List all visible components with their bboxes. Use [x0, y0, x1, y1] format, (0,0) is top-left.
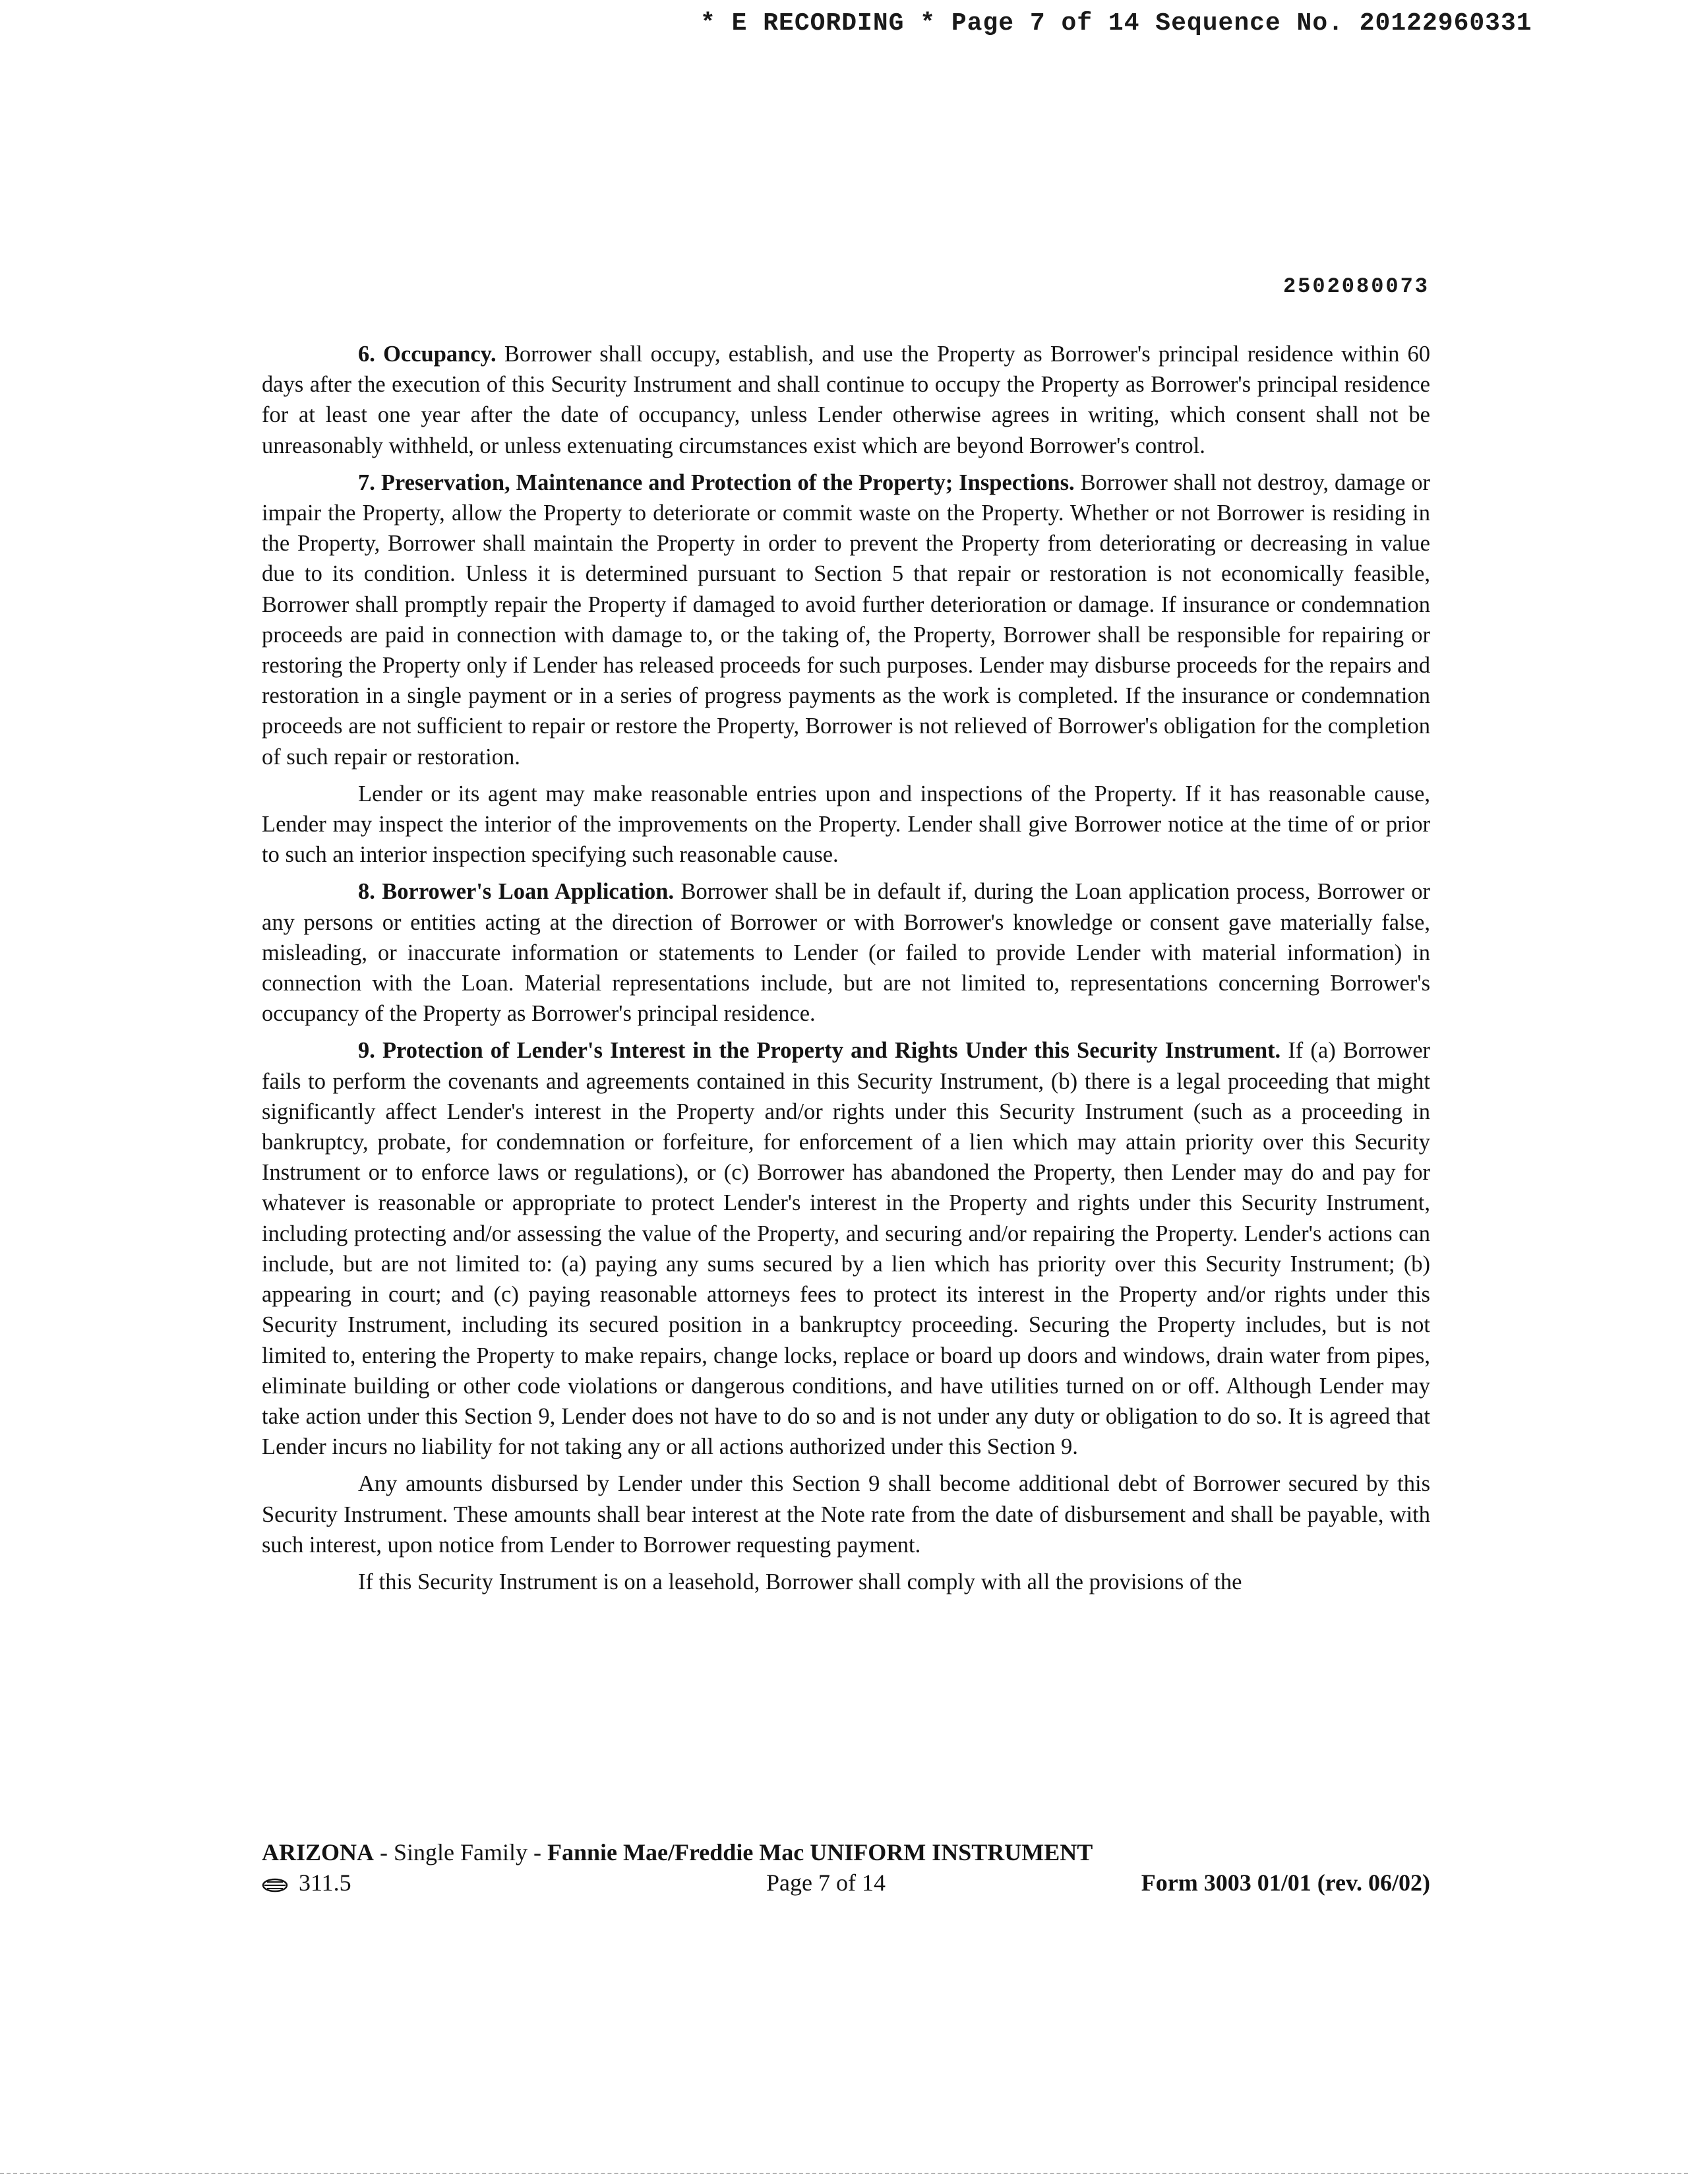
section-9 — [262, 1035, 1430, 1462]
section-7 — [262, 468, 1430, 772]
section-9-title: 9. Protection of Lender's Interest in the Property and Rights Under this Security Instrument. — [358, 1038, 1281, 1064]
scan-edge-divider — [0, 2173, 1688, 2174]
footer-code: 311.5 — [299, 1869, 351, 1896]
vmp-logo-icon — [262, 1878, 288, 1893]
loan-number: 2502080073 — [1282, 274, 1430, 299]
footer-instrument: Fannie Mae/Freddie Mac UNIFORM INSTRUMENT — [547, 1839, 1093, 1866]
section-8 — [262, 876, 1430, 1029]
footer-separator: - Single Family - — [374, 1839, 548, 1866]
footer-code-group — [262, 1867, 351, 1898]
section-9-paragraph-3: If this Security Instrument is on a leasehold, Borrower shall comply with all the provisions of the — [358, 1569, 1242, 1594]
section-7-title: 7. Preservation, Maintenance and Protection of the Property; Inspections. — [358, 470, 1075, 495]
footer-details — [262, 1867, 1430, 1898]
section-9-paragraph-2: Any amounts disbursed by Lender under this Section 9 shall become additional debt of Borrower secured by this Security Instrument. These amounts shall bear interest at the Note rate from the date of disbursement and shall be payable, with such interest, upon notice from Lender to Borrower requesting payment. — [262, 1471, 1430, 1558]
footer-form-number: Form 3003 01/01 (rev. 06/02) — [1141, 1869, 1430, 1896]
form-footer — [262, 1837, 1430, 1898]
section-6-text: Borrower shall occupy, establish, and use the Property as Borrower's principal residence within 60 days after the execution of this Security Instrument and shall continue to occupy the Property as Borrower's principal residence for at least one year after the date of occupancy, unless Lender otherwise agrees in writing, which consent shall not be unreasonably withheld, or unless extenuating circumstances exist which are beyond Borrower's control. — [262, 342, 1431, 458]
section-8-title: 8. Borrower's Loan Application. — [358, 879, 675, 905]
section-6-title: 6. Occupancy. — [358, 342, 497, 367]
section-7-text: Borrower shall not destroy, damage or impair the Property, allow the Property to deteriorate or commit waste on the Property. Whether or not Borrower is residing in the Property, Borrower shall maintain the Property in order to prevent the Property from deteriorating or decreasing in value due to its condition. Unless it is determined pursuant to Section 5 that repair or restoration is not economically feasible, Borrower shall promptly repair the Property if damaged to avoid further deterioration or damage. If insurance or condemnation proceeds are paid in connection with damage to, or the taking of, the Property, Borrower shall be responsible for repairing or restoring the Property only if Lender has released proceeds for such purposes. Lender may disburse proceeds for the repairs and restoration in a single payment or in a series of progress payments as the work is completed. If the insurance or condemnation proceeds are not sufficient to repair or restore the Property, Borrower is not relieved of Borrower's obligation for the completion of such repair or restoration. — [262, 470, 1430, 770]
recording-header: * E RECORDING * Page 7 of 14 Sequence No. 20122960331 — [700, 9, 1532, 38]
section-7-paragraph-2: Lender or its agent may make reasonable entries upon and inspections of the Property. If it has reasonable cause, Lender may inspect the interior of the improvements on the Property. Lender shall give Borrower notice at the time of or prior to such an interior inspection specifying such reasonable cause. — [262, 781, 1430, 868]
section-6 — [262, 339, 1430, 461]
section-8-text: Borrower shall be in default if, during the Loan application process, Borrower or any persons or entities acting at the direction of Borrower or with Borrower's knowledge or consent gave materially false, misleading, or inaccurate information or statements to Lender (or failed to provide Lender with material information) in connection with the Loan. Material representations include, but are not limited to, representations concerning Borrower's occupancy of the Property as Borrower's principal residence. — [262, 879, 1431, 1027]
section-9-text: If (a) Borrower fails to perform the covenants and agreements contained in this Security Instrument, (b) there is a legal proceeding that might significantly affect Lender's interest in the Property and/or rights under this Security Instrument (such as a proceeding in bankruptcy, probate, for condemnation or forfeiture, for enforcement of a lien which may attain priority over this Security Instrument or to enforce laws or regulations), or (c) Borrower has abandoned the Property, then Lender may do and pay for whatever is reasonable or appropriate to protect Lender's interest in the Property and rights under this Security Instrument, including protecting and/or assessing the value of the Property, and securing and/or repairing the Property. Lender's actions can include, but are not limited to: (a) paying any sums secured by a lien which has priority over this Security Instrument; (b) appearing in court; and (c) paying reasonable attorneys fees to protect its interest in the Property and/or rights under this Security Instrument, including its secured position in a bankruptcy proceeding. Securing the Property includes, but is not limited to, entering the Property to make repairs, change locks, replace or board up doors and windows, drain water from pipes, eliminate building or other code violations or dangerous conditions, and have utilities turned on or off. Although Lender may take action under this Section 9, Lender does not have to do so and is not under any duty or obligation to do so. It is agreed that Lender incurs no liability for not taking any or all actions authorized under this Section 9. — [262, 1038, 1431, 1460]
footer-form-title — [262, 1837, 1430, 1867]
footer-state: ARIZONA — [262, 1839, 375, 1866]
footer-page: Page 7 of 14 — [766, 1869, 886, 1896]
document-body — [262, 339, 1430, 1604]
